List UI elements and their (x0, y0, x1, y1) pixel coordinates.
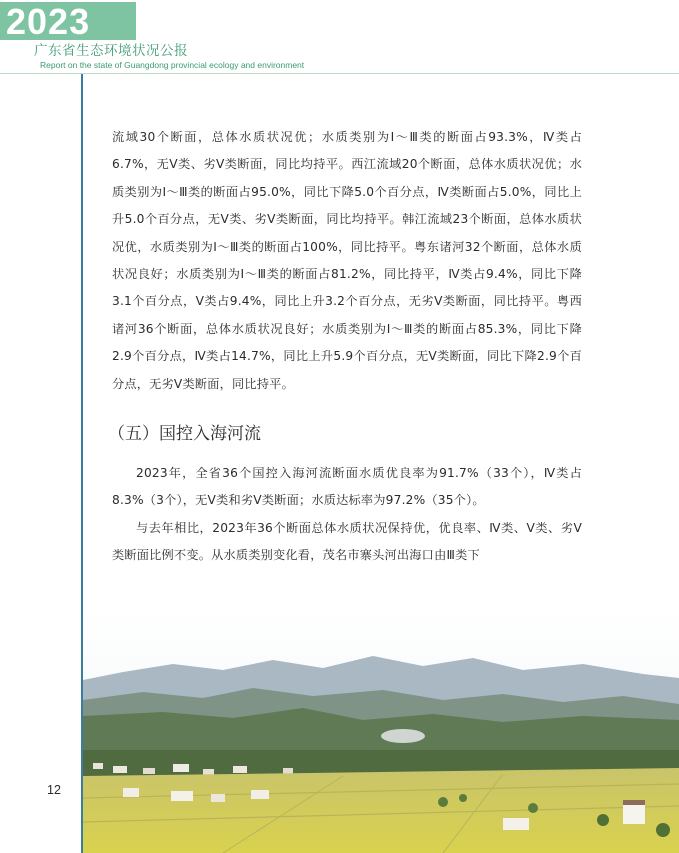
page-number: 12 (47, 783, 61, 797)
paragraph-river-basins: 流域30个断面，总体水质状况优；水质类别为Ⅰ～Ⅲ类的断面占93.3%，Ⅳ类占6.7%，无Ⅴ类、劣Ⅴ类断面，同比均持平。西江流域20个断面，总体水质状况优；水质类别为Ⅰ～Ⅲ类的断面占95.0%，同比下降5.0个百分点，Ⅳ类断面占5.0%，同比上升5.0个百分点，无Ⅴ类、劣Ⅴ类断面，同比均持平。韩江流域23个断面，总体水质状况优，水质类别为Ⅰ～Ⅲ类的断面占100%，同比持平。粤东诸河32个断面，总体水质状况良好；水质类别为Ⅰ～Ⅲ类的断面占81.2%，同比持平，Ⅳ类占9.4%，同比下降3.1个百分点，Ⅴ类占9.4%，同比上升3.2个百分点，无劣Ⅴ类断面，同比持平。粤西诸河36个断面，总体水质状况良好；水质类别为Ⅰ～Ⅲ类的断面占85.3%，同比下降2.9个百分点，Ⅳ类占14.7%，同比上升5.9个百分点，无Ⅴ类断面，同比下降2.9个百分点，无劣Ⅴ类断面，同比持平。 (112, 130, 582, 391)
paragraph-year-comparison: 与去年相比，2023年36个断面总体水质状况保持优，优良率、Ⅳ类、Ⅴ类、劣Ⅴ类断面比例不变。从水质类别变化看，茂名市寨头河出海口由Ⅲ类下 (112, 520, 582, 563)
section-title: （五）国控入海河流 (108, 424, 261, 445)
report-title-en: Report on the state of Guangdong provincial ecology and environment (40, 60, 305, 70)
main-content (108, 124, 582, 570)
report-title-zh: 广东省生态环境状况公报 (34, 43, 188, 59)
header-divider (0, 73, 679, 74)
paragraph-sea-rivers-summary: 2023年，全省36个国控入海河流断面水质优良率为91.7%（33个），Ⅳ类占8.3%（3个），无Ⅴ类和劣Ⅴ类断面；水质达标率为97.2%（35个）。 (112, 466, 582, 508)
landscape-photo (83, 608, 679, 853)
report-year: 2023 (6, 1, 91, 42)
year-badge (0, 2, 136, 40)
